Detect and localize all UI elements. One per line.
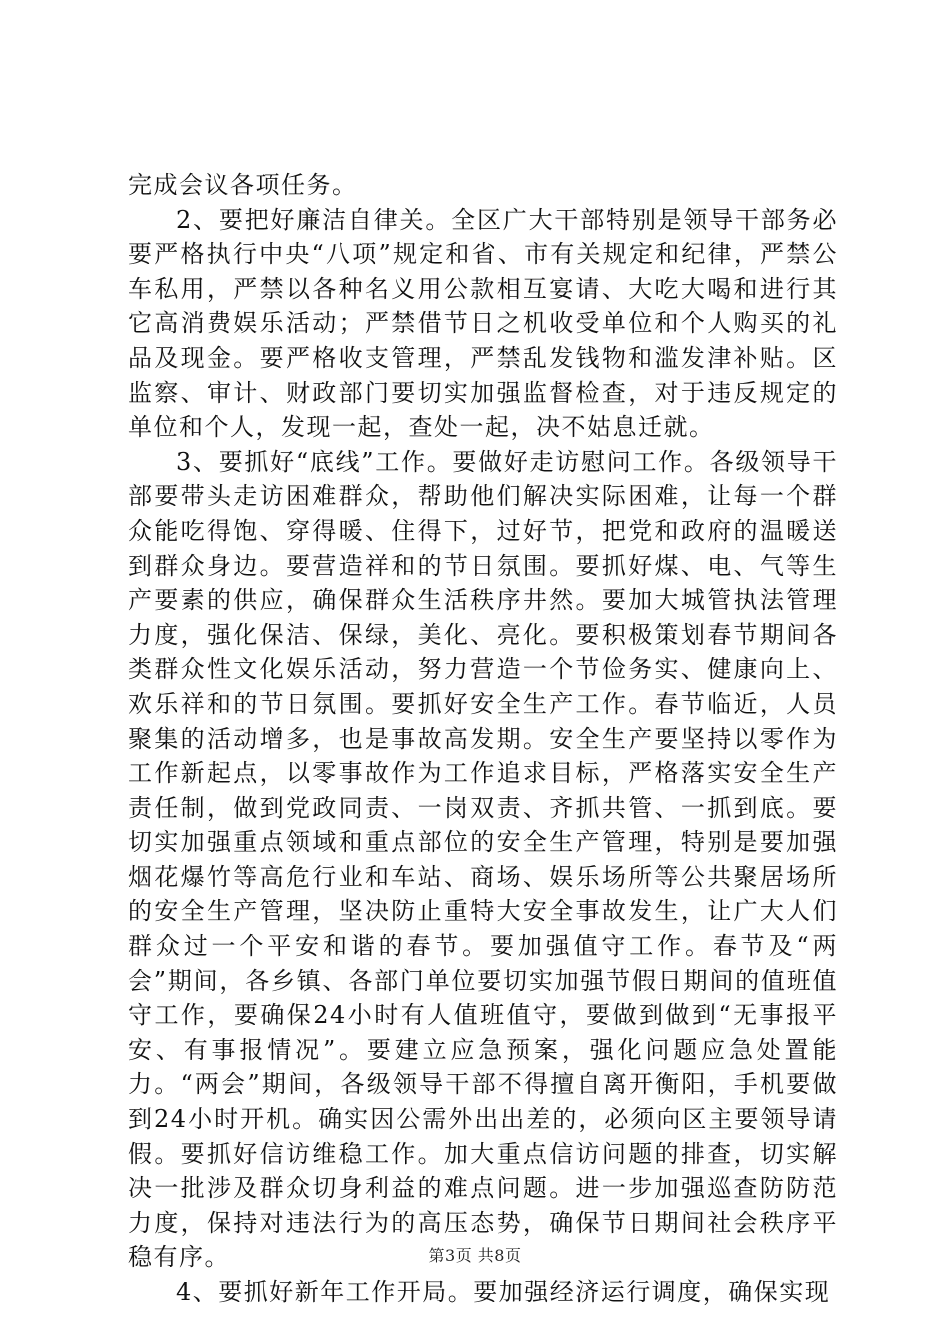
document-body: [128, 168, 838, 1310]
page-number-footer: 第3页 共8页: [428, 1246, 522, 1265]
paragraph-new-year-start: 4、要抓好新年工作开局。要加强经济运行调度，确保实现: [176, 1278, 831, 1306]
paragraph-continuation: 完成会议各项任务。: [128, 171, 358, 199]
paragraph-bottom-line-work: 3、要抓好“底线”工作。要做好走访慰问工作。各级领导干部要带头走访困难群众，帮助他们解决实际困难，让每一个群众能吃得饱、穿得暖、住得下，过好节，把党和政府的温暖送到群众身边。要营造祥和的节日氛围。要抓好煤、电、气等生产要素的供应，确保群众生活秩序井然。要加大城管执法管理力度，强化保洁、保绿，美化、亮化。要积极策划春节期间各类群众性文化娱乐活动，努力营造一个节俭务实、健康向上、欢乐祥和的节日氛围。要抓好安全生产工作。春节临近，人员聚集的活动增多，也是事故高发期。安全生产要坚持以零作为工作新起点，以零事故作为工作追求目标，严格落实安全生产责任制，做到党政同责、一岗双责、齐抓共管、一抓到底。要切实加强重点领域和重点部位的安全生产管理，特别是要加强烟花爆竹等高危行业和车站、商场、娱乐场所等公共聚居场所的安全生产管理，坚决防止重特大安全事故发生，让广大人们群众过一个平安和谐的春节。要加强值守工作。春节及“两会”期间，各乡镇、各部门单位要切实加强节假日期间的值班值守工作，要确保24小时有人值班值守，要做到做到“无事报平安、有事报情况”。要建立应急预案，强化问题应急处置能力。“两会”期间，各级领导干部不得擅自离开衡阳，手机要做到24小时开机。确实因公需外出出差的，必须向区主要领导请假。要抓好信访维稳工作。加大重点信访问题的排查，切实解决一批涉及群众切身利益的难点问题。进一步加强巡查防防范力度，保持对违法行为的高压态势，确保节日期间社会秩序平稳有序。: [128, 447, 838, 1272]
paragraph-integrity-discipline: 2、要把好廉洁自律关。全区广大干部特别是领导干部务必要严格执行中央“八项”规定和省、市有关规定和纪律，严禁公车私用，严禁以各种名义用公款相互宴请、大吃大喝和进行其它高消费娱乐活动；严禁借节日之机收受单位和个人购买的礼品及现金。要严格收支管理，严禁乱发钱物和滥发津补贴。区监察、审计、财政部门要切实加强监督检查，对于违反规定的单位和个人，发现一起，查处一起，决不姑息迁就。: [128, 205, 838, 442]
